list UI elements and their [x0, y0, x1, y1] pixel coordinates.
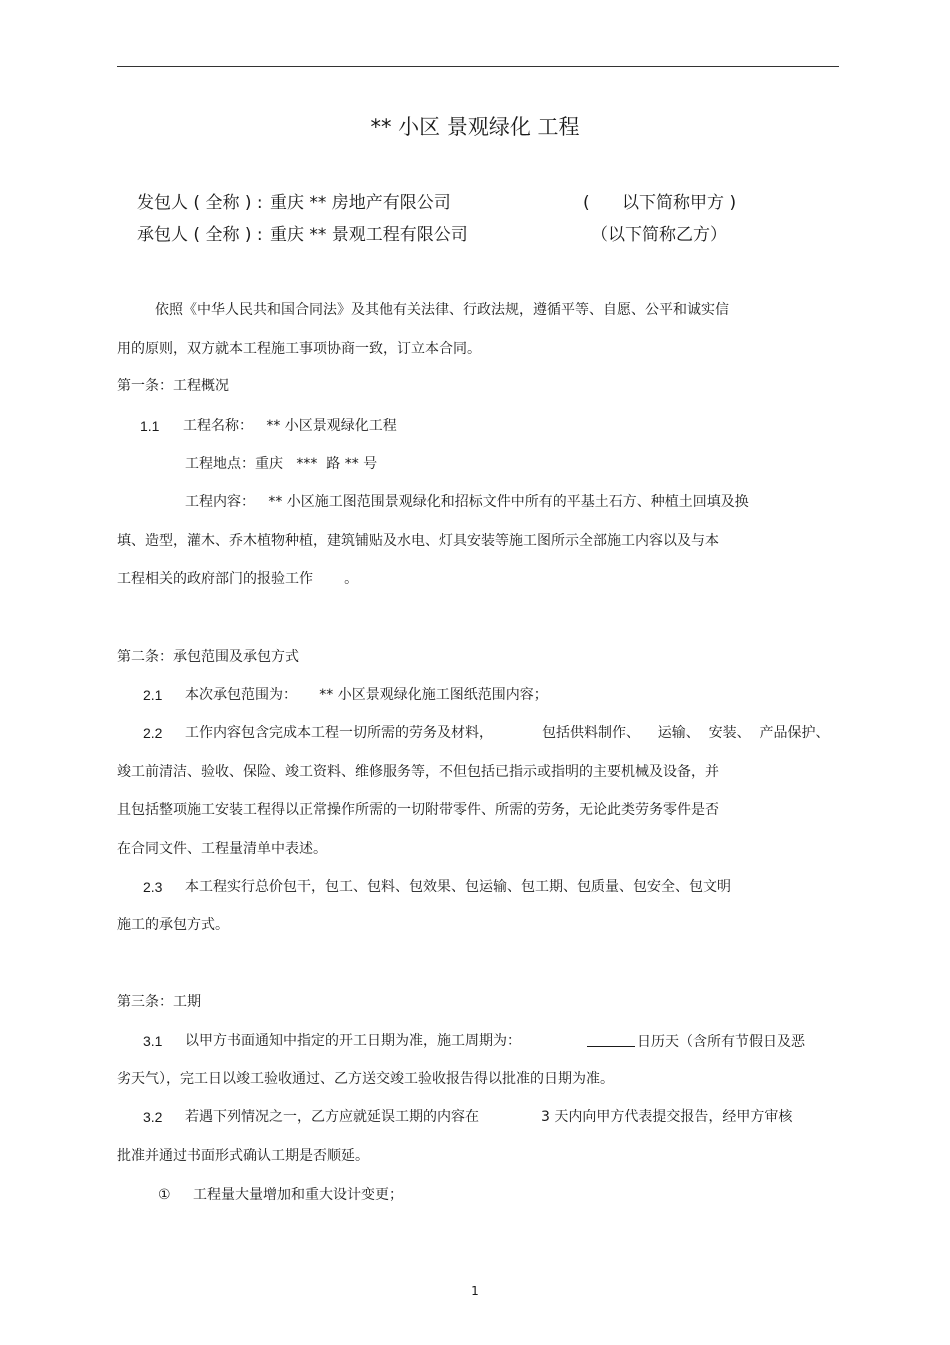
- project-content-line: 工程相关的政府部门的报验工作 。: [117, 571, 359, 587]
- contractor-alias: （以下简称乙方）: [591, 225, 727, 245]
- clause-text: 劣天气），完工日以竣工验收通过、乙方送交竣工验收报告得以批准的日期为准。: [117, 1071, 614, 1087]
- clause-number: 3.2: [143, 1109, 163, 1125]
- preamble-line: 依照《中华人民共和国合同法》及其他有关法律、行政法规，遵循平等、自愿、公平和诚实信: [155, 302, 729, 318]
- clause-number: 3.1: [143, 1033, 163, 1049]
- clause-number: 2.3: [143, 879, 163, 895]
- clause-number: 2.1: [143, 687, 163, 703]
- sub-item-marker: ①: [158, 1187, 171, 1203]
- clause-number: 2.2: [143, 725, 163, 741]
- contractor-name: 重庆 ** 景观工程有限公司: [270, 225, 468, 245]
- contractor-label: 承包人 ( 全称 ) :: [137, 225, 263, 245]
- employer-label: 发包人 ( 全称 ) :: [137, 193, 263, 213]
- clause-text: 若遇下列情况之一，乙方应就延误工期的内容在: [185, 1109, 479, 1125]
- clause-text: 本次承包范围为： ** 小区景观绿化施工图纸范围内容；: [185, 687, 548, 703]
- clause-text: 3 天内向甲方代表提交报告，经甲方审核: [541, 1109, 793, 1125]
- clause-text: 竣工前清洁、验收、保险、竣工资料、维修服务等，不但包括已指示或指明的主要机械及设备，并: [117, 764, 719, 780]
- preamble-line: 用的原则，双方就本工程施工事项协商一致，订立本合同。: [117, 341, 481, 357]
- clause-text: 且包括整项施工安装工程得以正常操作所需的一切附带零件、所需的劳务，无论此类劳务零件是否: [117, 802, 719, 818]
- employer-alias: ( 以下简称甲方 ): [583, 193, 737, 213]
- article-heading: 第一条：工程概况: [117, 378, 229, 394]
- clause-text: 在合同文件、工程量清单中表述。: [117, 841, 327, 857]
- fill-in-blank: [587, 1032, 635, 1047]
- project-name-line: 工程名称： ** 小区景观绿化工程: [183, 418, 397, 434]
- document-title: ** 小区 景观绿化 工程: [370, 115, 580, 139]
- header-rule: [117, 66, 839, 67]
- clause-text: 施工的承包方式。: [117, 917, 229, 933]
- duration-blank-line: [587, 1032, 805, 1051]
- project-content-line: 工程内容： ** 小区施工图范围景观绿化和招标文件中所有的平基土石方、种植土回填及换: [185, 494, 749, 510]
- article-heading: 第三条：工期: [117, 994, 201, 1010]
- clause-number: 1.1: [140, 418, 160, 434]
- employer-name: 重庆 ** 房地产有限公司: [270, 193, 451, 213]
- sub-item-text: 工程量大量增加和重大设计变更；: [193, 1187, 403, 1203]
- clause-text: 以甲方书面通知中指定的开工日期为准，施工周期为：: [185, 1033, 521, 1049]
- page-number: 1: [471, 1284, 479, 1298]
- clause-text: 批准并通过书面形式确认工期是否顺延。: [117, 1148, 369, 1164]
- project-location-line: 工程地点：重庆 *** 路 ** 号: [185, 456, 378, 472]
- clause-text: 本工程实行总价包干，包工、包料、包效果、包运输、包工期、包质量、包安全、包文明: [185, 879, 731, 895]
- project-content-line: 填、造型，灌木、乔木植物种植，建筑铺贴及水电、灯具安装等施工图所示全部施工内容以及与本: [117, 533, 719, 549]
- article-heading: 第二条：承包范围及承包方式: [117, 649, 299, 665]
- clause-text: 日历天（含所有节假日及恶: [637, 1034, 805, 1050]
- clause-text: 工作内容包含完成本工程一切所需的劳务及材料， 包括供料制作、 运输、 安装、 产品保护、: [185, 725, 830, 741]
